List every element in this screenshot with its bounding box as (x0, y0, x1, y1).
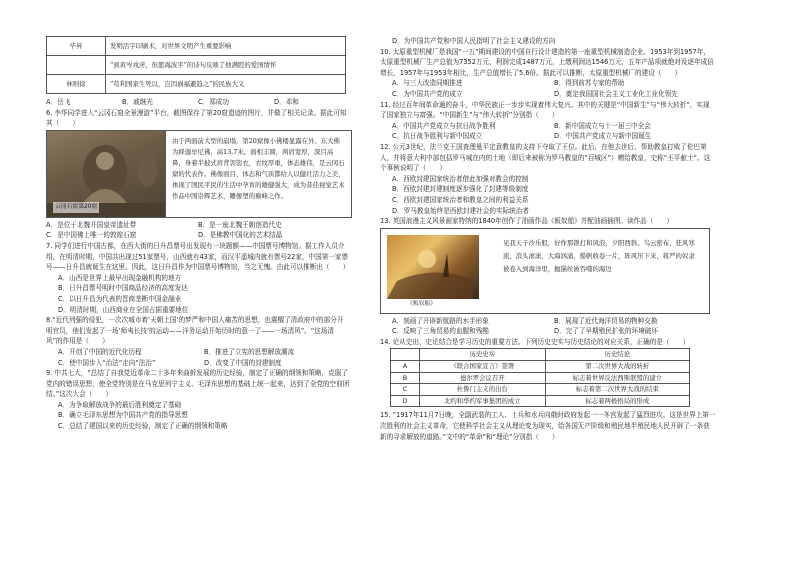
table-cell: 杜鲁门主义的出台 (420, 384, 546, 396)
option-b[interactable]: B．推进了立宪的思想解放潮流 (204, 347, 295, 356)
table-cell: “到黄岑戎虏，但愿海波平”的诗句反映了他满腔的爱国情怀 (106, 56, 346, 75)
option-a[interactable]: A．是位于北魏开国皇帝遗址带 (46, 220, 137, 229)
painting-frame (381, 229, 495, 313)
header-cell: 历史史实 (420, 349, 546, 361)
option-b[interactable]: B．西欧封建封建制度逐步强化了封建等级制度 (392, 185, 529, 194)
table-cell: 德尔罗会议召开 (420, 372, 546, 384)
question-8-options (46, 347, 350, 368)
option-b[interactable]: B．得到前苏专家的帮助 (554, 79, 625, 88)
question-7-options (46, 273, 350, 315)
header-cell (391, 349, 420, 361)
question-6-note: 由于两面前大型的崩塌，第20窟像小佛楼显露在外。东大佛为释迦牟尼佛，高13.7米，面相丰圆，两肩宽厚，深目高鼻，身着半披式肩背袈裟衣，衣纹厚重，体态雄伟，是云冈石窟的代表作。佛像面目、体态和气质都给人以健壮活力之美，体现了国民平民的生活中孕育的雄健强大，成为昔佳视觉艺术作品中国崇辉艺术，雕像塑的巅峰之作。 (172, 136, 345, 200)
table-cell (47, 56, 106, 75)
table-cell: C (391, 384, 420, 396)
table-cell: 毕昇 (47, 37, 106, 56)
option-a[interactable]: A．为争取解放战争的最后胜利奠定了基础 (58, 400, 182, 409)
table-row[interactable] (391, 384, 690, 396)
table-row[interactable] (391, 395, 690, 407)
question-10-stem: 10. 太原重型机械厂是我国“一五”期间建设的中国自行设计建造的第一座重型机械制造企业。1953年到1957年，太原重型机械厂生产总值为7352万元，利润完成1487万元，上缴利润达1546万元，五年产品项就绝对及逐年成倍增长，1957年与1953年相比，生产总值增长了5.6倍。据此可以推断，太原重型机械厂的建设（ ） (380, 47, 714, 77)
question-14-table (390, 348, 690, 407)
table-cell: 标志着第二次世界大战的结束 (545, 384, 689, 396)
option-b[interactable]: B．日升昌票号明时中国商品经济的高度发达 (58, 284, 188, 293)
option-c[interactable]: C．西欧封建国家统治者和教皇之间的利益关系 (392, 195, 529, 204)
question-13-options (380, 316, 716, 337)
option-d[interactable]: D．明清时期，山西商业在全国占据重要地位 (58, 305, 189, 314)
table-row (47, 37, 346, 56)
option-a[interactable]: A．中国共产党成立与抗日战争胜利 (392, 121, 496, 130)
option-d[interactable]: D．罗马教皇始终是西欧封建社会的实际统治者 (392, 206, 529, 215)
right-column (380, 36, 716, 442)
option-c[interactable]: C．总结了建国以来的历史经验，制定了正确的纲领和策略 (58, 422, 228, 431)
header-cell: 历史结论 (545, 349, 689, 361)
question-6-stem: 6. 李华同学进入“云冈石窟全景漫游”平台，截图保存了第20窟遗迹的图片，并做了相关记录。据此可知其（ ） (46, 108, 347, 128)
question-6-options (46, 220, 350, 241)
option-c[interactable]: C．使中国步入“治法”走向“法治” (58, 358, 156, 367)
option-c[interactable]: C．抗日战争胜利与新中国成立 (392, 132, 483, 141)
option-a[interactable]: A．西欧封建国家统治者借此加强对教会的控制 (392, 174, 529, 183)
question-13-note: 见我天子沙乐般，好作那锁打和风浪，夕阳西斜。鸟云密布，狂风寒流，浪头滚滚，大海汹涌，船帆收卷一片，阵风压下来，将严的奴隶被卷入到海洋里，抛锚丝被吞噬的海边 (503, 238, 695, 273)
question-9-options (46, 400, 350, 432)
person-table (46, 36, 346, 94)
option-b[interactable]: B．是一座北魏王朝创造代史 (198, 220, 282, 229)
question-9-stem: 9. 中共七大，“总结了自我党近革命二十多年来曲折发展的历史经验，制定了正确的纲领和策略，克服了党内的错误思想，使全党特别是在马克思列宁主义、毛泽东思想的基础上统一起来，达到了全党的空前团结。”这次大会（ ） (46, 369, 350, 399)
option-d[interactable]: D．奠定我国国社会主义工业化工业化领先 (554, 89, 678, 98)
question-9-option-d[interactable]: D．为中国共产党和中国人民指明了社会主义建设的方向 (392, 37, 556, 45)
left-column (46, 36, 350, 432)
painting-caption: 《贩奴船》 (407, 301, 436, 308)
question-5-options (46, 97, 350, 108)
option-a[interactable]: A．与三大改造同期推进 (392, 79, 463, 88)
table-row[interactable] (391, 372, 690, 384)
photo-caption: 云冈石窟第20窟 (53, 202, 99, 213)
question-12-stem: 12. 公元3世纪，法兰克王国查理曼平定意教皇的支持下夺取了王位。此后，在他去世后，帮助教皇打败了伦巴第人，并将意大利中部包括罗马城在内的土地（即后来被称为罗马教皇的“百城区”）赠给教皇，史称“丕平献土”。这个事例说明了（ ） (380, 142, 711, 173)
question-13-stem: 13. 英国浪漫主义风景画家特纳的1840年创作了油画作品《贩奴船》并配油画插图。读作品（ ） (380, 217, 674, 226)
option-d[interactable]: D．完了了早期殖民扩张的环境破坏 (554, 327, 658, 336)
table-cell: 北约和华约军事集团的成立 (420, 395, 546, 407)
option-c[interactable]: C．反映了三角贸易的血腥和残酷 (392, 327, 489, 336)
table-cell: 标志着世界反法西斯联盟的建立 (545, 372, 689, 384)
table-cell: “苟利国家生死以，岂因祸福避趋之”的民族大义 (106, 75, 346, 94)
option-a[interactable]: A．开创了中国的近代化历程 (58, 347, 142, 356)
table-header-row (391, 349, 690, 361)
grotto-photo (47, 131, 166, 217)
option-b[interactable]: B．展现了近代海洋贸易的物种交换 (554, 316, 658, 325)
table-cell: B (391, 372, 420, 384)
option-d[interactable]: D．是佛教中国化的艺术结晶 (198, 231, 283, 240)
table-cell: 发明活字印刷术，对世界文明产生重要影响 (106, 37, 346, 56)
question-14-stem: 14. 论从史出，史论结合是学习历史的重要方法。下列历史史实与历史结论的对应关系，正确的是（ ） (380, 337, 690, 346)
option-c[interactable]: C．以日升昌为代表的晋商垄断中国金融业 (58, 294, 182, 303)
table-cell: D (391, 395, 420, 407)
option-c[interactable]: C．为中国共产党的成立 (392, 89, 463, 98)
table-row (47, 75, 346, 94)
table-row (47, 56, 346, 75)
question-15-stem: 15. “1917年11月7日晚，全副武装的工人、士兵和水兵向俄时政府发起一一冬宫发起了猛烈进攻。这是世界上第一次胜利的社会主义革命，它使科学社会主义从理论变为现实，给各国无产阶级和殖民地半殖民地人民开辟了一条获新的寻求解放的道路。”文中的“革命”和“理论”分别指（ ） (380, 411, 716, 441)
table-cell: A (391, 361, 420, 373)
option-a[interactable]: A．岳飞 (46, 98, 71, 106)
table-cell: 第二次世界大战的转折 (545, 361, 689, 373)
option-d[interactable]: D．中国共产党成立与新中国诞生 (554, 132, 652, 141)
option-b[interactable]: B．新中国成立与十一届三中全会 (554, 121, 651, 130)
option-b[interactable]: B．确立毛泽东思想为中国共产党的指导思想 (58, 411, 188, 420)
table-cell: 标志着两极格局的形成 (545, 395, 689, 407)
option-a[interactable]: A．刻画了开辟新航路的水手形象 (392, 316, 489, 325)
table-cell: 林则徐 (47, 75, 106, 94)
option-c[interactable]: C．是中国佛上唯一的敦煌石窟 (46, 231, 137, 240)
table-row[interactable] (391, 361, 690, 373)
option-a[interactable]: A．山西是世界上最早出现金融机构的地方 (58, 273, 182, 282)
question-11-stem: 11. 经过百年间革命通的奋斗，中华民族正一步步实现着伟大复兴。其中的关键是“中国新生”与“伟大转折”，实现了国家独立与富强。“中国新生”与“伟大转折”分别指（ ） (380, 100, 710, 120)
option-d[interactable]: D．邓和 (274, 98, 299, 106)
question-6-figure (46, 130, 352, 218)
option-d[interactable]: D．改变了中国的封建制度 (204, 358, 282, 367)
question-11-options (380, 121, 716, 142)
table-cell: 《联合国家宣言》签署 (420, 361, 546, 373)
ship-icon (387, 235, 479, 299)
option-c[interactable]: C．郑成功 (198, 98, 229, 106)
slave-ship-painting (387, 235, 479, 299)
option-b[interactable]: B．戚继光 (122, 98, 153, 106)
question-8-stem: 8.“近代列强的侵犯，一次次城市着‘天朝上国’的梦严和中国人痛苦的思想，也震醒了清政府中的部分开明官员，他们发起了一场‘师夷长技’的运动——洋务运动开始历时的意一了——一场清风”。“这场清风”的作用是（ ） (46, 316, 344, 346)
question-10-options (380, 78, 716, 99)
question-13-figure (380, 228, 710, 314)
question-12-options (380, 174, 716, 216)
question-7-stem: 7. 同学们进行中国古都，在西大街的日升昌票号出发现有一块题额——中国票号博物馆。据工作人员介绍，在明清时期，中国共出现过51家票号，山西就有43家，而汉平遥城内就有票号22家，中国第一家票号——日升昌就诞生在这里。因此，这日升昌作为中国票号博物馆，当之无愧。由此可以推断出（ ） (46, 241, 350, 272)
